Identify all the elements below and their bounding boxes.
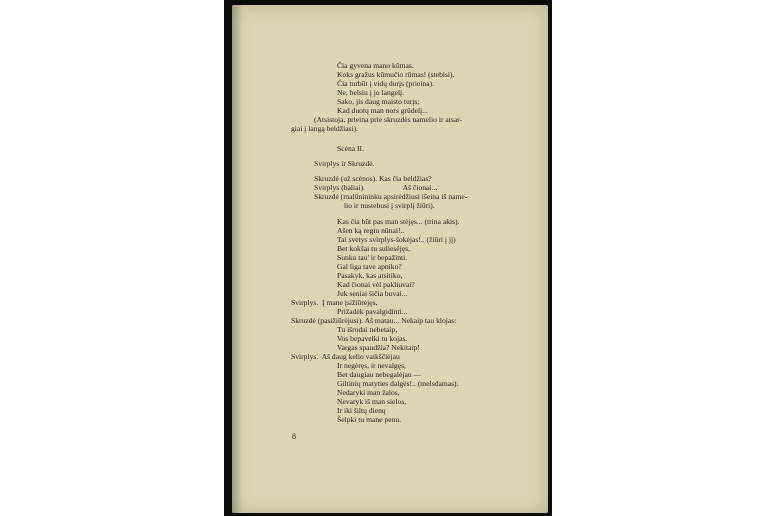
text-line: Skruzdė (malūnininku apsirėdžiusi išeina iš name- bbox=[314, 192, 468, 201]
text-line: Ir negėręs, ir nevalgęs, bbox=[337, 361, 406, 370]
text-line: Nedaryki man žalos, bbox=[337, 388, 400, 397]
scene-heading: Scėna II. bbox=[337, 144, 364, 153]
text-line: Tu išrodai nebetaip, bbox=[337, 325, 398, 334]
text-line: Pasakyk, kas atsitiko, bbox=[337, 271, 403, 280]
text-line: Vos bepavelki tu kojas. bbox=[337, 334, 408, 343]
text-line: Kas čia būt pas man stėjęs... (trina akis). bbox=[337, 217, 460, 226]
text-line: Sako, jis daug maisto turįs; bbox=[337, 97, 420, 106]
text-line: Svirplys (baliai). Aš čionai... bbox=[314, 183, 438, 192]
text-line: Ne, belsiu į jo langelį. bbox=[337, 88, 405, 97]
text-line: Skruzdė (už scėnos). Kas čia beldžias? bbox=[314, 174, 432, 183]
text-line: Giltinių matyties dalgės!.. (melsdamas). bbox=[337, 379, 459, 388]
text-line: Vargas spaudžia? Nekitaip! bbox=[337, 343, 420, 352]
text-line: Bet kokšai tu sulieséjęs, bbox=[337, 244, 410, 253]
text-line: Nevaryk iš man sielos, bbox=[337, 397, 407, 406]
text-line: Čia turbūt į vidų durįs (prieina). bbox=[337, 79, 435, 88]
text-line: Kad duotų man nors grūdelį... bbox=[337, 106, 428, 115]
text-line: (Atsistoja, prieina prie skruzdės namelio ir atsar- bbox=[314, 115, 463, 124]
text-line: Bet daugiau nebegalėjau — bbox=[337, 370, 422, 379]
text-line: Juk seniai šičia buvai... bbox=[337, 289, 408, 298]
text-line: Sunku tau' ir bepažinti. bbox=[337, 253, 408, 262]
book-page bbox=[232, 5, 548, 513]
text-line: Tai svetys svirplys-šokėjas!.. (žiūri į jį) bbox=[337, 235, 456, 244]
text-line: Šelpki tu mane penu. bbox=[337, 415, 402, 424]
text-line: Ašen ką regiu nūnai!.. bbox=[337, 226, 405, 235]
text-line: giai į langą beldžiasi). bbox=[291, 124, 359, 133]
text-line: Čia gyvena mano kūmas. bbox=[337, 61, 414, 70]
text-line: Gal liga tave apniko? bbox=[337, 262, 402, 271]
text-line: Skruzdė (pasižiūrėjusi). Aš matau... Nekaip tau klojas: bbox=[291, 316, 457, 325]
page-number: 8 bbox=[292, 432, 296, 441]
text-line: Koks gražus kūmučio rūmas! (stebisi). bbox=[337, 70, 455, 79]
characters-line: Svirplys ir Skruzdė. bbox=[314, 159, 375, 168]
text-line: Prižadėk pavalgidinti... bbox=[337, 307, 408, 316]
text-line: Ir iki šiltų dienų bbox=[337, 406, 386, 415]
text-line: Svirplys. Į mane įsižiūrėjęs, bbox=[291, 298, 378, 307]
text-line: Kad čionai vėl pakliuvai? bbox=[337, 280, 415, 289]
text-line: Svirplys. Aš daug kelio vaikščiėjau bbox=[291, 352, 400, 361]
page-text bbox=[232, 5, 548, 513]
text-line: lio ir nustebusi į svirplį žiūri). bbox=[344, 201, 435, 210]
